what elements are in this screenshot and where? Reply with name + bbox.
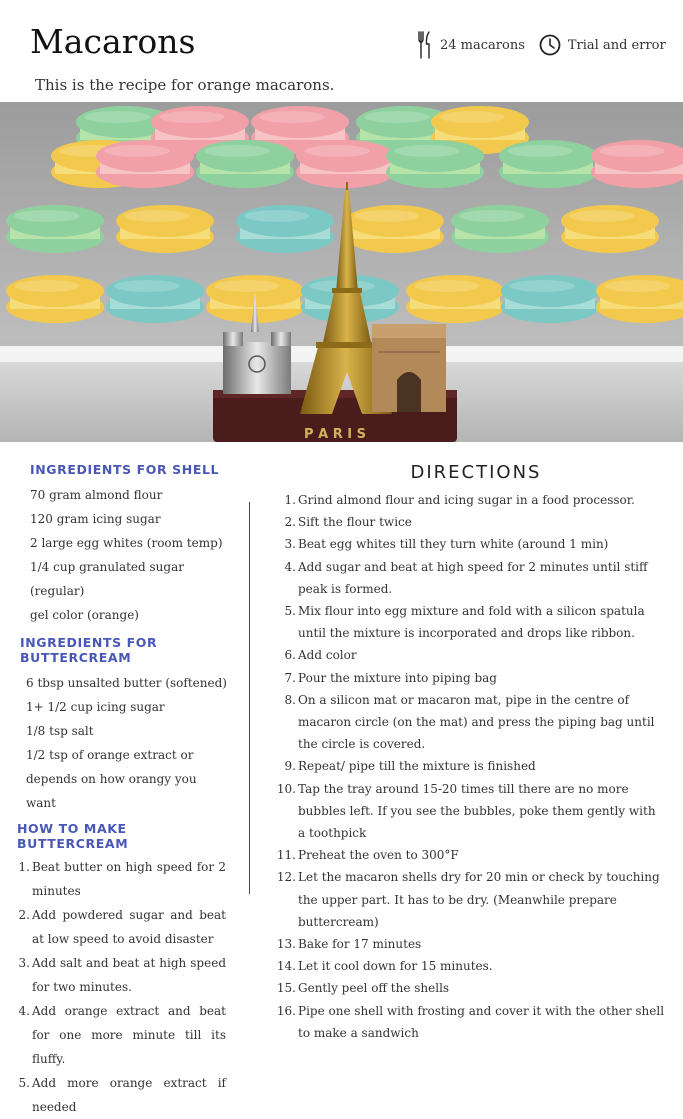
list-item: 7. Pour the mixture into piping bag <box>284 670 497 685</box>
ingredients-column <box>0 462 240 1119</box>
directions-list <box>266 489 666 1044</box>
buttercream-list <box>0 671 240 815</box>
list-item: 13. Bake for 17 minutes <box>276 937 422 952</box>
directions-column <box>266 462 666 1044</box>
list-item: 14. Let it cool down for 15 minutes. <box>276 959 493 974</box>
time <box>539 34 666 56</box>
list-item: 4. Add orange extract and beat for one more minute till its fluffy. <box>18 1004 226 1066</box>
list-item: 4. Add sugar and beat at high speed for 2 minutes until stiff peak is formed. <box>284 559 648 596</box>
list-item: 2. Add powdered sugar and beat at low speed to avoid disaster <box>18 908 226 946</box>
servings <box>417 30 525 60</box>
list-item: 70 gram almond flour <box>30 488 163 502</box>
directions-heading: DIRECTIONS <box>410 462 542 483</box>
list-item: 11. Preheat the oven to 300°F <box>276 848 459 863</box>
list-item: 15. Gently peel off the shells <box>276 981 450 996</box>
shell-list <box>0 483 240 627</box>
list-item: 5. Add more orange extract if needed <box>18 1076 226 1114</box>
list-item: 9. Repeat/ pipe till the mixture is finished <box>284 759 536 774</box>
list-item: 12. Let the macaron shells dry for 20 min or check by touching the upper part. It has to be dry. (Meanwhile prepare buttercream) <box>276 870 660 929</box>
time-text: Trial and error <box>567 37 666 53</box>
servings-text: 24 macarons <box>440 37 525 53</box>
list-item: 1+ 1/2 cup icing sugar <box>26 700 165 714</box>
list-item: 10. Tap the tray around 15-20 times till there are no more bubbles left. If you see the bubbles, poke them gently with a toothpick <box>276 781 656 841</box>
list-item: 8. On a silicon mat or macaron mat, pipe in the centre of macaron circle (on the mat) and press the piping bag until the circle is covered. <box>284 692 655 752</box>
recipe-subtitle: This is the recipe for orange macarons. <box>35 76 335 94</box>
list-item: 3. Beat egg whites till they turn white (around 1 min) <box>284 537 609 552</box>
paris-sign: P A R I S <box>304 427 366 442</box>
column-divider <box>249 502 250 894</box>
list-item: 16. Pipe one shell with frosting and cover it with the other shell to make a sandwich <box>276 1003 665 1040</box>
list-item: 6 tbsp unsalted butter (softened) <box>26 676 227 690</box>
page-title: Macarons <box>30 22 196 61</box>
list-item: 2 large egg whites (room temp) <box>30 536 223 550</box>
list-item: 1. Grind almond flour and icing sugar in a food processor. <box>284 493 635 507</box>
macarons-photo <box>0 102 683 442</box>
arc-de-triomphe-figurine <box>372 324 446 412</box>
list-item: 1/4 cup granulated sugar (regular) <box>30 560 184 598</box>
howto-list <box>0 855 240 1119</box>
shell-heading: INGREDIENTS FOR SHELL <box>30 462 220 477</box>
list-item: gel color (orange) <box>30 608 139 622</box>
howto-heading: HOW TO MAKE BUTTERCREAM <box>17 821 129 851</box>
list-item: 2. Sift the flour twice <box>284 515 412 530</box>
list-item: 6. Add color <box>284 648 357 663</box>
list-item: 3. Add salt and beat at high speed for two minutes. <box>18 956 226 994</box>
list-item: 1. Beat butter on high speed for 2 minutes <box>18 860 226 898</box>
list-item: 5. Mix flour into egg mixture and fold with a silicon spatula until the mixture is incorporated and drops like ribbon. <box>284 604 645 641</box>
buttercream-heading: INGREDIENTS FOR BUTTERCREAM <box>20 635 158 665</box>
recipe-meta <box>417 30 680 60</box>
clock-icon <box>539 34 561 56</box>
list-item: 1/8 tsp salt <box>26 724 94 738</box>
list-item: 1/2 tsp of orange extract or depends on how orangy you want <box>26 748 197 810</box>
list-item: 120 gram icing sugar <box>30 512 161 526</box>
fork-knife-icon <box>417 30 433 60</box>
